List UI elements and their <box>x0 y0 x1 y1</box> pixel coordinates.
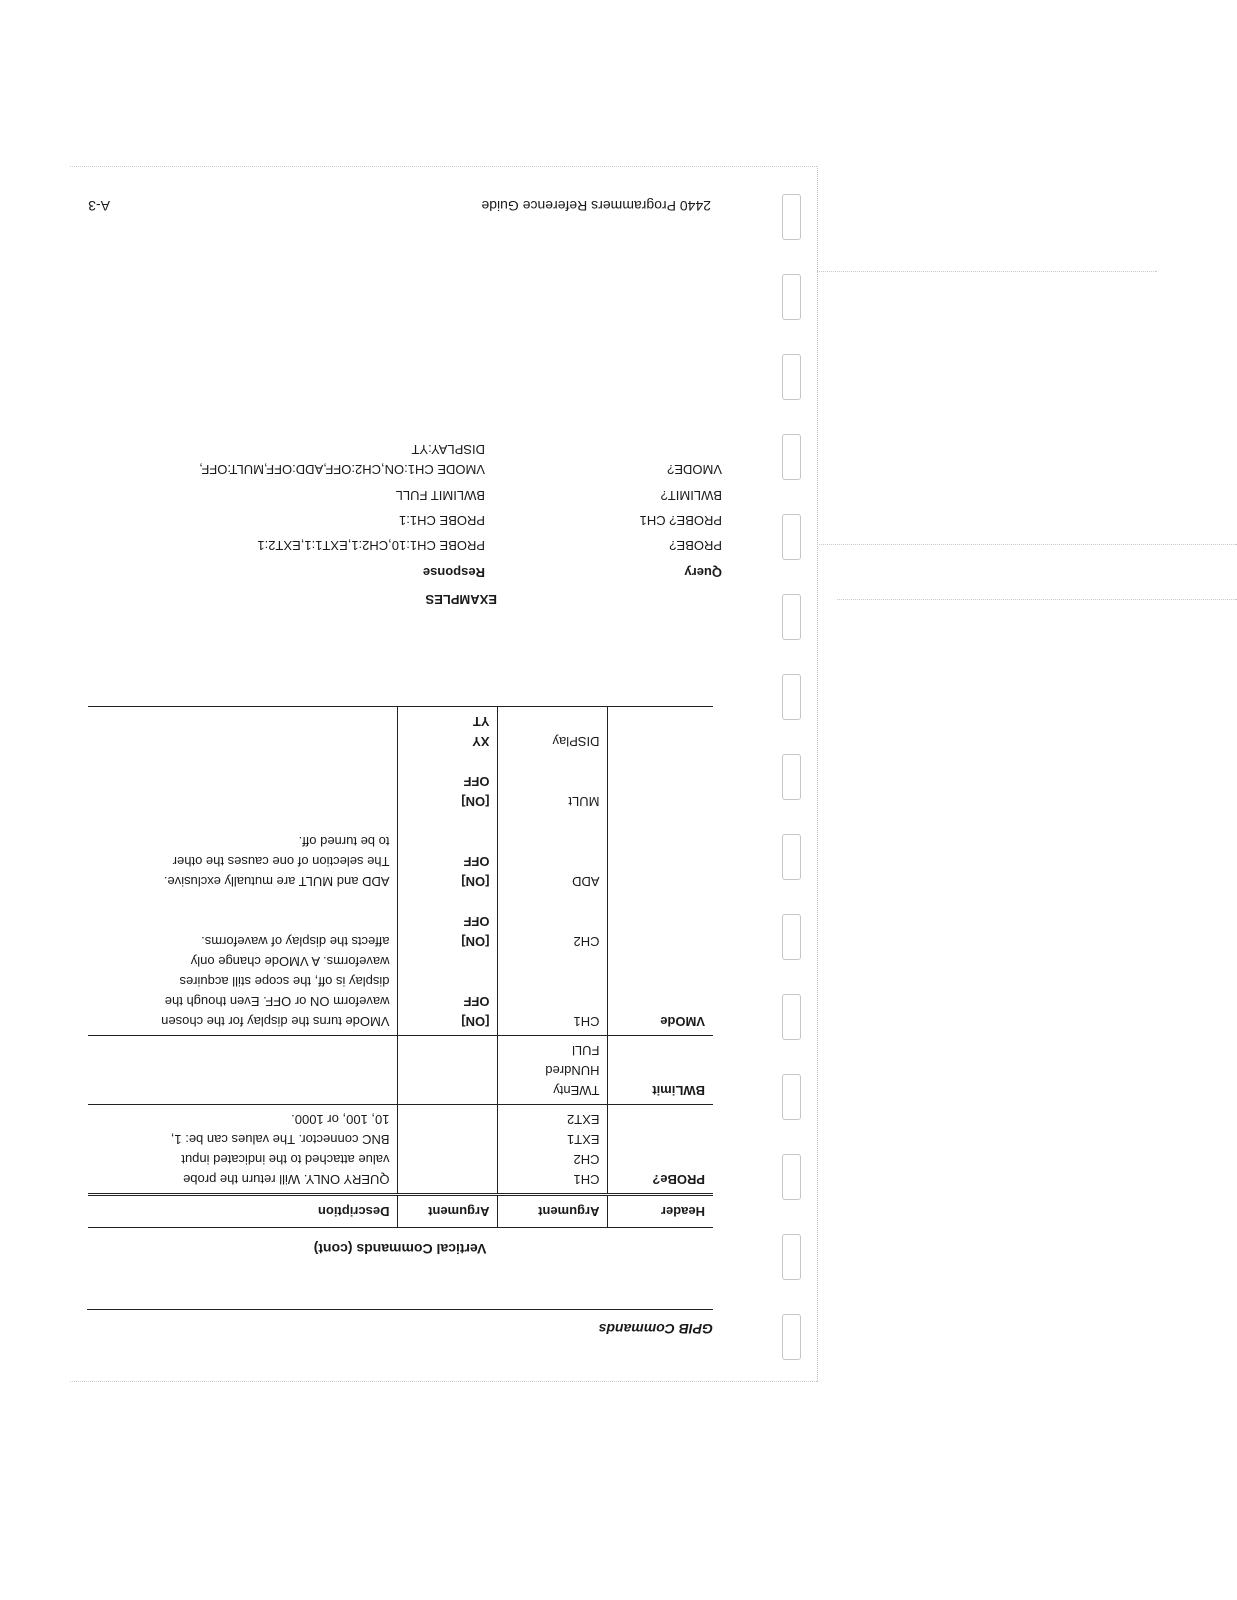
section-header: GPIB Commands <box>598 1321 713 1337</box>
example-query: PROBE? CH1 <box>639 513 722 528</box>
argument-value: EXT2 <box>566 1112 600 1127</box>
header-rule <box>87 1309 713 1310</box>
vertical-commands-table <box>88 706 713 1228</box>
table-row <box>88 707 713 1036</box>
binder-hole <box>782 914 801 960</box>
examples-title: EXAMPLES <box>425 592 497 607</box>
command-header: VMOde <box>608 707 713 1036</box>
binder-holes <box>781 180 801 1360</box>
table-title: Vertical Commands (cont) <box>313 1241 487 1257</box>
argument-value: CH1 <box>573 1172 600 1187</box>
argument-value: [ON] <box>461 794 490 809</box>
argument-value: CH2 <box>573 1152 600 1167</box>
argument-value: HUNdred <box>545 1063 600 1078</box>
command-header: BWLimit <box>608 1036 713 1105</box>
argument-value: XY <box>472 734 490 749</box>
description-line: ADD and MULT are mutually exclusive. <box>163 874 390 889</box>
argument-cell <box>498 1036 608 1105</box>
column-header: Argument <box>398 1195 498 1228</box>
argument-value: DISPlay <box>552 734 600 749</box>
scan-edge-line <box>817 544 1237 545</box>
table-row <box>88 1036 713 1105</box>
scan-edge-line <box>817 271 1157 272</box>
description-line: waveform ON or OFF. Even though the <box>164 994 390 1009</box>
footer-title: 2440 Programmers Reference Guide <box>481 198 711 214</box>
example-response: BWLIMIT FULL <box>395 488 485 503</box>
argument-value: EXT1 <box>566 1132 600 1147</box>
description-line: to be turned off. <box>298 834 390 849</box>
argument-value: ADD <box>572 874 600 889</box>
query-label: Query <box>684 565 722 580</box>
table-header-row <box>88 1195 713 1228</box>
description-line: 10, 100, or 1000. <box>291 1112 390 1127</box>
argument-value: FULl <box>572 1043 600 1058</box>
example-response: PROBE CH1:10,CH2:1,EXT1:1,EXT2:1 <box>257 538 485 553</box>
example-response: DISPLAY:YT <box>411 442 485 457</box>
argument-cell <box>498 707 608 1036</box>
argument-value: CH1 <box>573 1014 600 1029</box>
argument-value: OFF <box>463 994 490 1009</box>
description-line: affects the display of waveforms. <box>201 934 390 949</box>
binder-hole <box>782 1154 801 1200</box>
example-query: BWLIMIT? <box>660 488 722 503</box>
description-line: VMOde turns the display for the chosen <box>161 1014 390 1029</box>
description-line: value attached to the indicated input <box>181 1152 390 1167</box>
argument-cell <box>398 1036 498 1105</box>
argument-value: OFF <box>463 774 490 789</box>
description-cell <box>88 1105 398 1195</box>
column-header: Header <box>608 1195 713 1228</box>
binder-hole <box>782 1314 801 1360</box>
argument-value: TWEnty <box>553 1083 600 1098</box>
argument-value: OFF <box>463 914 490 929</box>
column-header: Description <box>317 1204 390 1219</box>
binder-hole <box>782 274 801 320</box>
page-number: A-3 <box>88 198 110 214</box>
binder-hole <box>782 434 801 480</box>
description-line: The selection of one causes the other <box>172 854 390 869</box>
binder-hole <box>782 834 801 880</box>
argument-cell <box>398 707 498 1036</box>
binder-hole <box>782 354 801 400</box>
binder-hole <box>782 674 801 720</box>
command-header: PROBe? <box>608 1105 713 1195</box>
description-line: display is off, the scope still acquires <box>179 974 390 989</box>
example-query: PROBE? <box>669 538 722 553</box>
argument-value: YT <box>472 714 490 729</box>
binder-hole <box>782 194 801 240</box>
binder-hole <box>782 754 801 800</box>
description-line: QUERY ONLY. Will return the probe <box>183 1172 390 1187</box>
binder-hole <box>782 1234 801 1280</box>
argument-cell <box>398 1105 498 1195</box>
description-line: BNC connector. The values can be: 1, <box>170 1132 390 1147</box>
description-cell <box>88 1036 398 1105</box>
table-row <box>88 1105 713 1195</box>
binder-hole <box>782 1074 801 1120</box>
example-response: VMODE CH1:ON,CH2:OFF,ADD:OFF,MULT:OFF, <box>199 462 485 477</box>
argument-value: CH2 <box>573 934 600 949</box>
description-line: waveforms. A VMOde change only <box>190 954 390 969</box>
scan-edge-line <box>837 599 1237 600</box>
argument-value: [ON] <box>461 874 490 889</box>
binder-hole <box>782 994 801 1040</box>
binder-hole <box>782 514 801 560</box>
description-cell <box>88 707 398 1036</box>
column-header: Argument <box>498 1195 608 1228</box>
binder-hole <box>782 594 801 640</box>
argument-value: OFF <box>463 854 490 869</box>
argument-value: [ON] <box>461 934 490 949</box>
example-query: VMODE? <box>667 462 722 477</box>
argument-cell <box>498 1105 608 1195</box>
argument-value: MULt <box>568 794 600 809</box>
argument-value: [ON] <box>461 1014 490 1029</box>
response-label: Response <box>422 565 485 580</box>
example-response: PROBE CH1:1 <box>399 513 485 528</box>
